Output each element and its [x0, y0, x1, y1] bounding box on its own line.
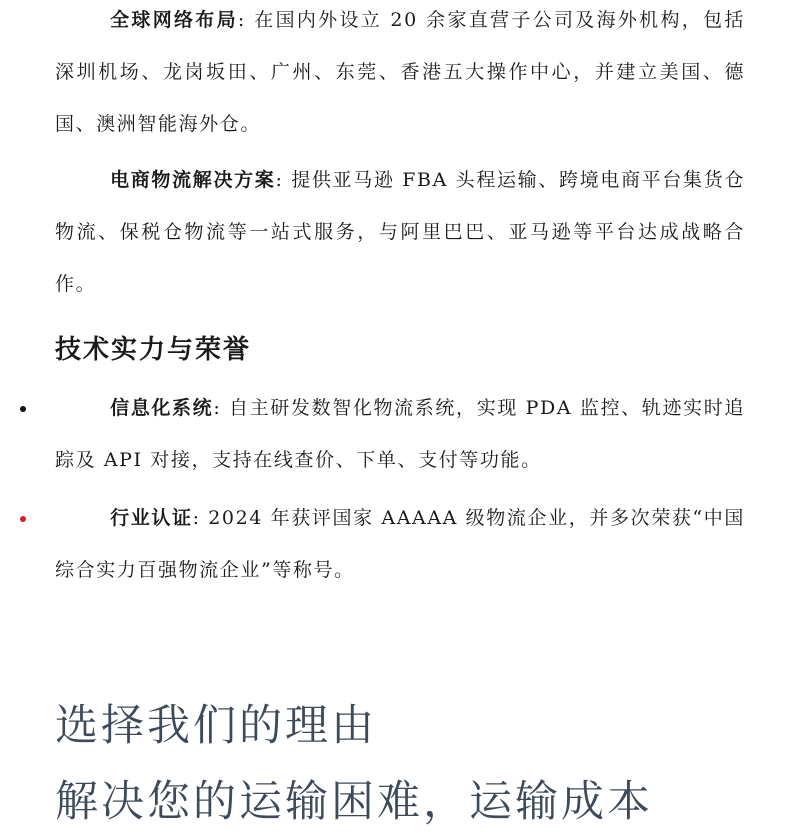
info-system-label: 信息化系统: [110, 397, 214, 419]
paragraph-global-network: [55, 0, 745, 150]
banner-title-why-us: 选择我们的理由: [55, 701, 377, 751]
list-item-info-system: [55, 382, 745, 486]
ecommerce-logistics-label: 电商物流解决方案: [110, 169, 276, 191]
list-item-industry-cert: [55, 492, 745, 596]
info-system-separator: :: [213, 397, 229, 419]
industry-cert-text: 2024 年获评国家 AAAAA 级物流企业，并多次荣获“中国综合实力百强物流企业”等称号。: [55, 507, 745, 581]
banner-subtitle-solutions: 解决您的运输困难，运输成本: [55, 777, 653, 827]
ecommerce-logistics-separator: :: [275, 169, 292, 191]
global-network-text: 在国内外设立 20 余家直营子公司及海外机构，包括深圳机场、龙岗坂田、广州、东莞、香港五大操作中心，并建立美国、德国、澳洲智能海外仓。: [55, 9, 745, 135]
global-network-separator: :: [237, 9, 255, 31]
global-network-label: 全球网络布局: [110, 9, 238, 31]
bullet-dot-icon: [20, 406, 26, 412]
section-heading-tech-honors: 技术实力与荣誉: [55, 335, 252, 365]
industry-cert-label: 行业认证: [110, 507, 193, 529]
info-system-text: 自主研发数智化物流系统，实现 PDA 监控、轨迹实时追踪及 API 对接，支持在线查价、下单、支付等功能。: [55, 397, 745, 471]
ecommerce-logistics-text: 提供亚马逊 FBA 头程运输、跨境电商平台集货仓物流、保税仓物流等一站式服务，与阿里巴巴、亚马逊等平台达成战略合作。: [55, 169, 745, 295]
bullet-dot-icon: [20, 516, 26, 522]
paragraph-ecommerce-logistics: [55, 154, 745, 310]
industry-cert-separator: :: [192, 507, 209, 529]
